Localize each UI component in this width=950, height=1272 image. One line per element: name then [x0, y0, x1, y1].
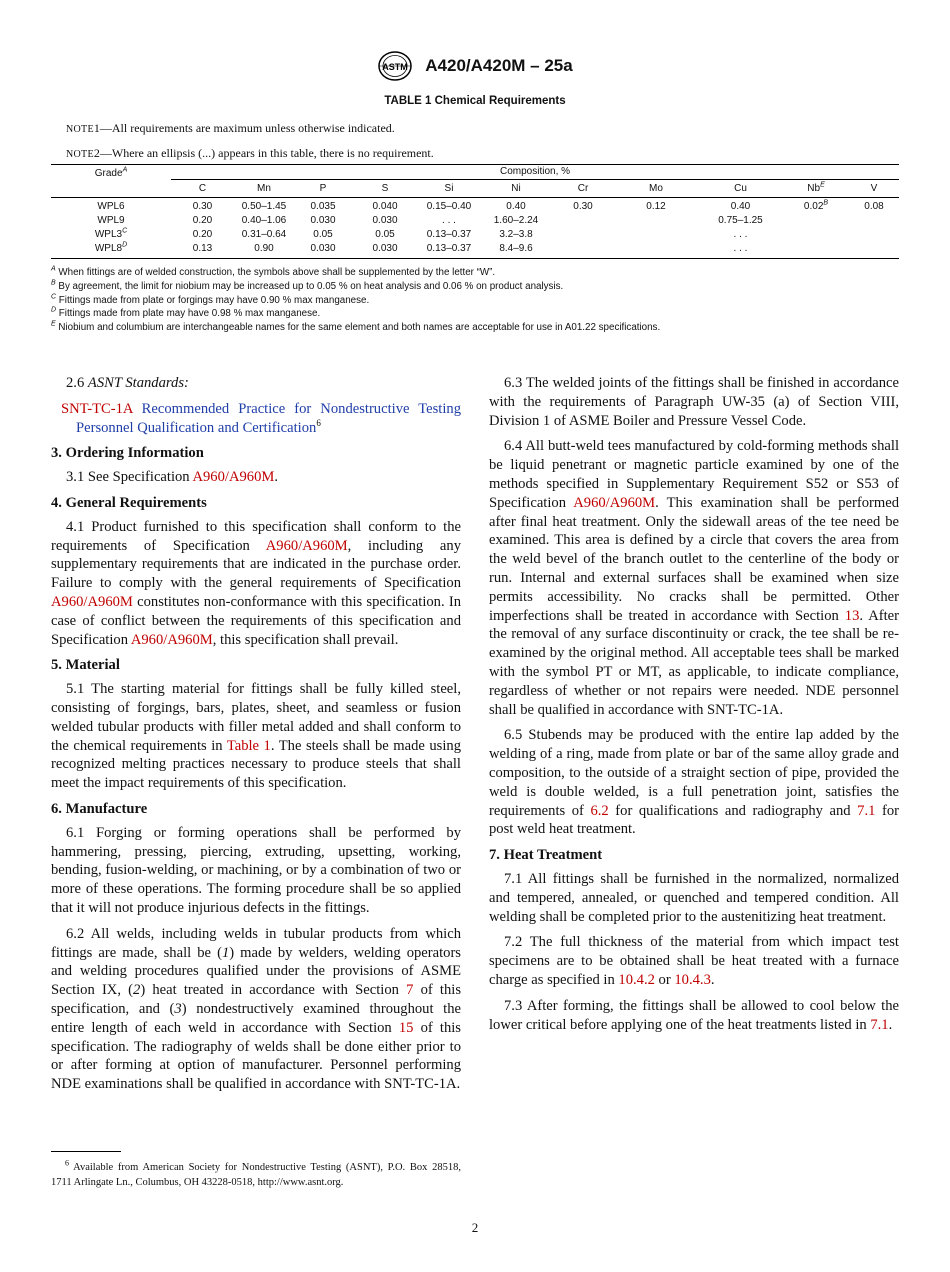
- chemical-requirements-table: [51, 164, 899, 259]
- section-6-3: 6.3 The welded joints of the fittings shall be finished in accordance with the requirements of Paragraph UW-35 (a) of Section VIII, Division 1 of ASME Boiler and Pressure Vessel Code.: [489, 375, 899, 429]
- section-4-heading: 4. General Requirements: [51, 494, 207, 511]
- table-cell: 0.040: [372, 201, 398, 212]
- a960-link[interactable]: A960/A960M: [192, 469, 275, 486]
- column-header: S: [352, 180, 418, 198]
- table-cell: . . .: [733, 229, 748, 240]
- section-10-4-3-link[interactable]: 10.4.3: [674, 971, 711, 988]
- section-6-5: 6.5 Stubends may be produced with the entire lap added by the welding of a ring, made from plate or bar of the same alloy grade and composition, to the outside of a straight section of pipe, provided the weld is double welded, is a full penetration joint, satisfies the requirements of 6.2 for qualifications and radiography and 7.1 for post weld heat treatment.: [489, 727, 900, 838]
- section-10-4-2-link[interactable]: 10.4.2: [618, 971, 655, 988]
- section-13-link[interactable]: 13: [844, 607, 860, 624]
- table-cell: [552, 214, 614, 228]
- astm-logo-icon: [377, 50, 413, 82]
- table-cell: 0.40–1.06: [241, 215, 287, 226]
- table-cell: 0.13–0.37: [426, 229, 472, 240]
- footnote-divider: [51, 1151, 121, 1152]
- table-cell: 0.08: [864, 201, 884, 212]
- section-2-6: 2.6 ASNT Standards:: [66, 375, 189, 391]
- table-row: [51, 242, 899, 259]
- section-6-1: 6.1 Forging or forming operations shall be performed by hammering, pressing, piercing, extruding, upsetting, working, bending, fusion-welding, or machining, or by a combination of two or more of these operations. The forming procedure shall be so applied that it will not produce injurious defects in the fittings.: [51, 824, 461, 916]
- table-cell: 0.05: [313, 229, 333, 240]
- table-cell: 0.31–0.64: [241, 229, 287, 240]
- table-cell: [849, 228, 899, 242]
- table-cell: 0.40: [730, 201, 751, 212]
- table-cell: $0.02^B$: [803, 199, 829, 212]
- section-5-1: 5.1 The starting material for fittings shall be fully killed steel, consisting of forgings, bars, plates, sheet, and seamless or fusion welded tubular products with filler metal added and shall conform to the chemical requirements in Table 1. The steels shall be made using recognized melting practices necessary to produce steels that shall meet the impact requirements of this specification.: [51, 681, 461, 792]
- column-header: P: [294, 180, 352, 198]
- column-header: Mo: [614, 180, 698, 198]
- svg-text:ASTM: ASTM: [382, 62, 409, 72]
- column-header: Cr: [552, 180, 614, 198]
- table-footnote: $^E$ Niobium and columbium are interchangeable names for the same element and both names are acceptable for use in A01.22 specifications.: [51, 320, 661, 334]
- section-7-heading: 7. Heat Treatment: [489, 847, 603, 864]
- table-cell: 0.12: [646, 201, 666, 212]
- table-cell: [614, 214, 698, 228]
- table-footnote: $^A$ When fittings are of welded construction, the symbols above shall be supplemented by the letter “W”.: [51, 265, 496, 278]
- table-cell: 0.030: [310, 215, 336, 226]
- column-header: Ni: [480, 180, 552, 198]
- snt-title-link[interactable]: Recommended Practice for Nondestructive Testing Personnel Qualification and Certification: [76, 400, 461, 436]
- section-3-1: 3.1 See Specification A960/A960M.: [66, 469, 278, 486]
- table-cell: 1.60–2.24: [493, 215, 539, 226]
- table-cell: 0.40: [506, 201, 526, 212]
- section-7-3: 7.3 After forming, the fittings shall be allowed to cool below the lower critical before applying one of the heat treatments listed in 7.1.: [489, 997, 899, 1033]
- table-title: TABLE 1 Chemical Requirements: [384, 95, 566, 107]
- section-4-1: 4.1 Product furnished to this specification shall conform to the requirements of Specification A960/A960M, including any supplementary requirements that are indicated in the purchase order. Failure to comply with the general requirements of Specification A960/A960M constitutes non-conformance with this specification. In case of conflict between the requirements of this specification and Specification A960/A960M, this specification shall prevail.: [51, 518, 461, 648]
- table-row: [51, 214, 899, 228]
- section-6-4: 6.4 All butt-weld tees manufactured by cold-forming methods shall be liquid penetrant or magnetic particle examined by one of the methods specified in Supplementary Requirement S52 or S53 of Specification A960/A960M. This examination shall be performed after final heat treatment. Only the sidewall areas of the tee need be examined. This area is defined by a circle that covers the area from the weld bevel of the branch outlet to the centerline of the body or run. Internal and external surfaces shall be examined when size permits accessibility. No cracks shall be permitted. Other imperfections shall be treated in accordance with Section 13. After the removal of any surface discontinuity or crack, the tee shall be re-examined by the original method. All acceptable tees shall be marked with the symbol PT or MT, as applicable, to indicate compliance, regardless of whether or not repairs were needed. NDE personnel shall be qualified in accordance with SNT-TC-1A.: [489, 438, 899, 718]
- section-7-1-link[interactable]: 7.1: [857, 802, 876, 819]
- section-6-2: 6.2 All welds, including welds in tubular products from which fittings are made, shall be (1) made by welders, welding operators and welding procedures qualified under the provisions of ASME Section IX, (2) heat treated in accordance with Section 7 of this specification, and (3) nondestructively examined throughout the entire length of each weld in accordance with Section 15 of this specification. The radiography of welds shall be done either prior to or after forming at option of manufacturer. Personnel performing NDE examinations shall be qualified in accordance with SNT-TC-1A.: [51, 925, 462, 1093]
- table-cell: 0.30: [192, 201, 213, 212]
- section-5-heading: 5. Material: [51, 657, 120, 674]
- table-cell: 0.05: [375, 229, 395, 240]
- table-cell: . . .: [442, 215, 456, 226]
- footnote-ref[interactable]: 6: [316, 417, 321, 428]
- table-note-1: NOTE1—All requirements are maximum unless otherwise indicated.: [66, 121, 395, 135]
- element-header-row: [51, 180, 899, 198]
- snt-code-link[interactable]: SNT-TC-1A: [61, 400, 133, 417]
- table-cell: 0.13: [171, 242, 234, 259]
- section-7-link[interactable]: 7: [406, 982, 414, 999]
- table-cell: [783, 228, 849, 242]
- column-header: Si: [418, 180, 480, 198]
- column-header: C: [171, 180, 234, 198]
- table-row: [51, 198, 899, 215]
- table-cell: . . .: [698, 242, 783, 259]
- table-cell: 0.030: [372, 215, 398, 226]
- table-cell: 0.030: [352, 242, 418, 259]
- table-footnotes: [51, 266, 899, 335]
- a960-link[interactable]: A960/A960M: [130, 631, 213, 648]
- section-7-1-link[interactable]: 7.1: [870, 1016, 889, 1033]
- page-header: [0, 50, 950, 82]
- table-cell: 0.15–0.40: [426, 201, 472, 212]
- reference-snt-tc-1a[interactable]: [51, 400, 461, 438]
- composition-header: Composition, %: [171, 165, 899, 180]
- table-cell: 8.4–9.6: [480, 242, 552, 259]
- table-cell: 0.13–0.37: [418, 242, 480, 259]
- grade-cell: WPL9: [97, 215, 125, 226]
- column-header: $Nb^E$: [783, 180, 849, 198]
- table-cell: 0.035: [310, 201, 336, 212]
- table-footnote: $^B$ By agreement, the limit for niobium may be increased up to 0.05 % on heat analysis and 0.06 % on product analysis.: [51, 279, 564, 292]
- grade-header: Grade$^A$: [51, 165, 171, 198]
- grade-cell: WPL6: [97, 201, 125, 212]
- a960-link[interactable]: A960/A960M: [265, 537, 348, 554]
- section-3-heading: 3. Ordering Information: [51, 445, 204, 462]
- table-cell: 0.030: [294, 242, 352, 259]
- table-footnote: $^C$ Fittings made from plate or forgings may have 0.90 % max manganese.: [51, 293, 370, 306]
- table-1-link[interactable]: Table 1: [226, 737, 271, 754]
- table-cell: [783, 242, 849, 259]
- column-header: Mn: [234, 180, 294, 198]
- table-row: [51, 228, 899, 242]
- left-column: [51, 374, 461, 1101]
- section-6-heading: 6. Manufacture: [51, 800, 148, 817]
- section-7-1: 7.1 All fittings shall be furnished in the normalized, normalized and tempered, annealed, or quenched and tempered condition. All welding shall be completed prior to the austenitizing heat treatment.: [489, 870, 899, 925]
- section-7-2: 7.2 The full thickness of the material from which impact test specimens are to be obtained shall be heat treated with a furnace charge as specified in 10.4.2 or 10.4.3.: [489, 934, 899, 988]
- table-cell: [614, 228, 698, 242]
- grade-cell: $WPL8^D$: [51, 242, 171, 259]
- table-cell: [614, 242, 698, 259]
- table-cell: 0.20: [192, 215, 213, 226]
- table-cell: [783, 214, 849, 228]
- page-number: 2: [471, 1220, 479, 1235]
- column-header: V: [849, 180, 899, 198]
- grade-cell: $WPL3^C$: [94, 227, 128, 240]
- page-footnote: $^6$ Available from American Society for Nondestructive Testing (ASNT), P.O. Box 28518, 1711 Arlingate Ln., Columbus, OH 43228-0518, http://www.asnt.org.: [51, 1158, 462, 1188]
- table-footnote: $^D$ Fittings made from plate may have 0.98 % max manganese.: [51, 307, 321, 320]
- section-15-link[interactable]: 15: [398, 1019, 414, 1036]
- table-cell: 0.90: [234, 242, 294, 259]
- table-cell: [552, 242, 614, 259]
- a960-link[interactable]: A960/A960M: [573, 494, 656, 511]
- table-cell: 0.20: [192, 229, 213, 240]
- section-6-2-link[interactable]: 6.2: [590, 802, 609, 819]
- table-cell: [552, 228, 614, 242]
- table-cell: 0.30: [573, 201, 593, 212]
- document-designation: A420/A420M – 25a: [425, 56, 573, 75]
- table-cell: [849, 214, 899, 228]
- table-note-2: NOTE2—Where an ellipsis (...) appears in this table, there is no requirement.: [66, 146, 434, 160]
- table-cell: 0.50–1.45: [241, 201, 287, 212]
- table-cell: 0.75–1.25: [718, 215, 763, 226]
- table-cell: 3.2–3.8: [499, 229, 533, 240]
- table-cell: [849, 242, 899, 259]
- a960-link[interactable]: A960/A960M: [51, 593, 133, 610]
- column-header: Cu: [698, 180, 783, 198]
- right-column: [489, 374, 899, 1041]
